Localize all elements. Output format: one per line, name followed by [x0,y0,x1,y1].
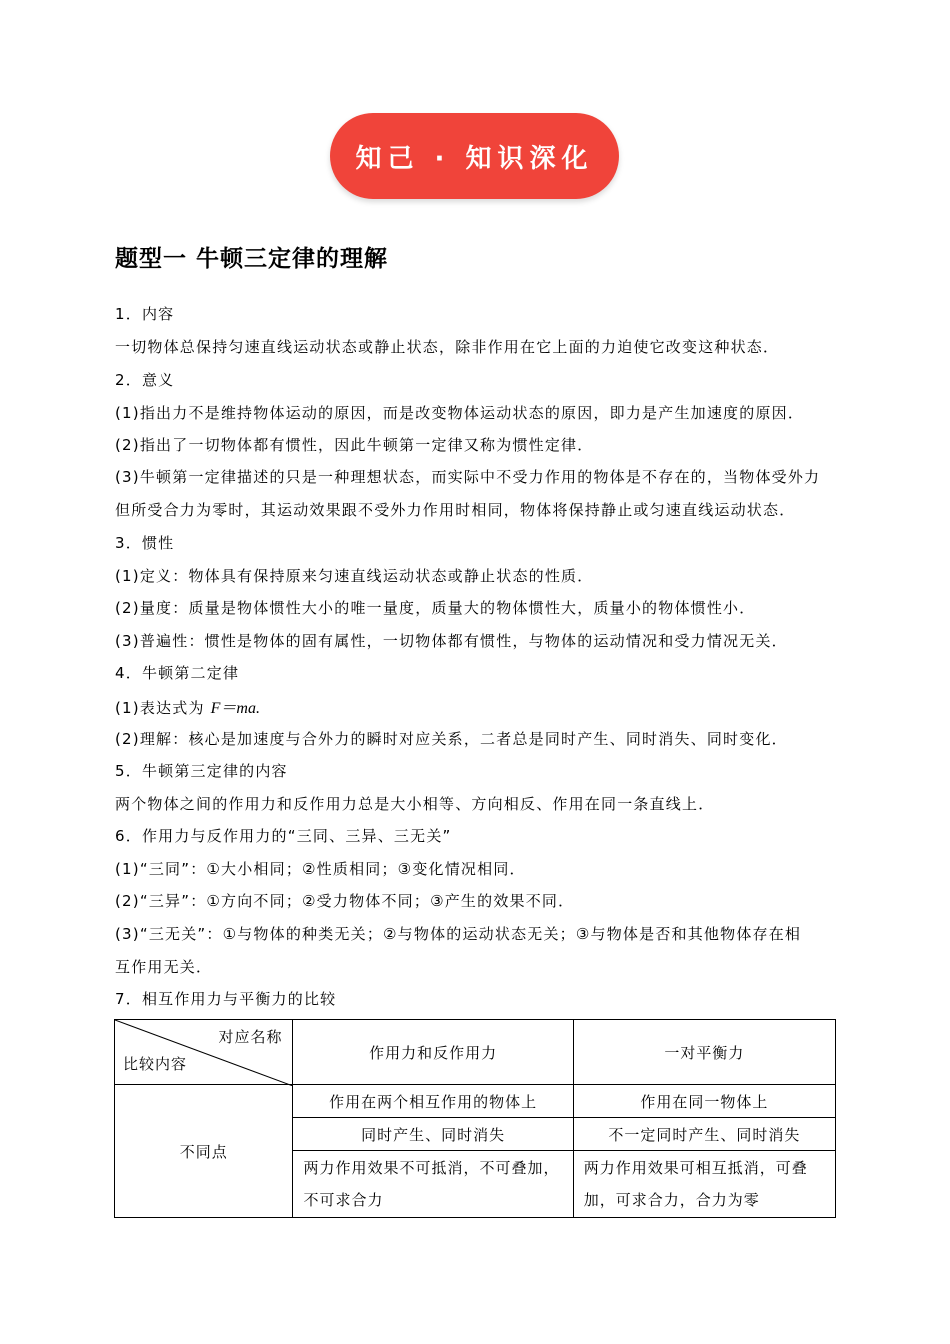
table-cell: 同时产生、同时消失 [293,1118,573,1151]
section-banner: 知己 · 知识深化 [330,113,619,199]
paragraph-line: 一切物体总保持匀速直线运动状态或静止状态，除非作用在它上面的力迫使它改变这种状态． [115,338,780,356]
table-cell: 作用在两个相互作用的物体上 [293,1085,573,1118]
row-label: 不同点 [115,1085,293,1218]
paragraph-line: (3)牛顿第一定律描述的只是一种理想状态，而实际中不受力作用的物体是不存在的，当物体受外力 [115,468,821,486]
diagonal-header-cell [115,1020,293,1085]
table-row [115,1085,836,1118]
formula-line [115,695,260,718]
paragraph-line: (3)“三无关”：①与物体的种类无关；②与物体的运动状态无关；③与物体是否和其他物体存在相 [115,925,802,943]
paragraph-line: (1)指出力不是维持物体运动的原因，而是改变物体运动状态的原因，即力是产生加速度的原因． [115,404,805,422]
table-cell: 作用在同一物体上 [573,1085,835,1118]
paragraph-line: (2)量度：质量是物体惯性大小的唯一量度，质量大的物体惯性大，质量小的物体惯性小． [115,599,756,617]
column-header-action-reaction: 作用力和反作用力 [293,1020,573,1085]
paragraph-line: 两个物体之间的作用力和反作用力总是大小相等、方向相反、作用在同一条直线上． [115,795,715,813]
paragraph-line: (1)定义：物体具有保持原来匀速直线运动状态或静止状态的性质． [115,567,594,585]
formula-prefix: (1)表达式为 [115,699,211,717]
item-title-6: 6．作用力与反作用力的“三同、三异、三无关” [115,827,452,845]
table-cell: 两力作用效果不可抵消，不可叠加，不可求合力 [293,1151,573,1218]
header-top-label: 对应名称 [218,1028,283,1046]
paragraph-line: (2)“三异”：①方向不同；②受力物体不同；③产生的效果不同． [115,892,575,910]
item-title-7: 7．相互作用力与平衡力的比较 [115,990,337,1008]
item-title-5: 5．牛顿第三定律的内容 [115,762,288,780]
paragraph-line: (1)“三同”：①大小相同；②性质相同；③变化情况相同． [115,860,526,878]
section-heading: 题型一 牛顿三定律的理解 [115,246,389,272]
table-cell: 不一定同时产生、同时消失 [573,1118,835,1151]
paragraph-line: 互作用无关． [115,958,213,976]
header-bottom-label: 比较内容 [123,1055,188,1073]
formula: F＝ma. [210,700,260,717]
paragraph-line: 但所受合力为零时，其运动效果跟不受外力作用时相同，物体将保持静止或匀速直线运动状态． [115,501,796,519]
item-title-1: 1．内容 [115,305,175,323]
paragraph-line: (2)理解：核心是加速度与合外力的瞬时对应关系，二者总是同时产生、同时消失、同时变化． [115,730,788,748]
comparison-table [114,1019,836,1218]
item-title-4: 4．牛顿第二定律 [115,664,240,682]
column-header-balanced: 一对平衡力 [573,1020,835,1085]
paragraph-line: (2)指出了一切物体都有惯性，因此牛顿第一定律又称为惯性定律． [115,436,594,454]
item-title-3: 3．惯性 [115,534,175,552]
table-header-row [115,1020,836,1085]
table-cell: 两力作用效果可相互抵消，可叠加，可求合力，合力为零 [573,1151,835,1218]
item-title-2: 2．意义 [115,371,175,389]
paragraph-line: (3)普遍性：惯性是物体的固有属性，一切物体都有惯性，与物体的运动情况和受力情况无关． [115,632,788,650]
